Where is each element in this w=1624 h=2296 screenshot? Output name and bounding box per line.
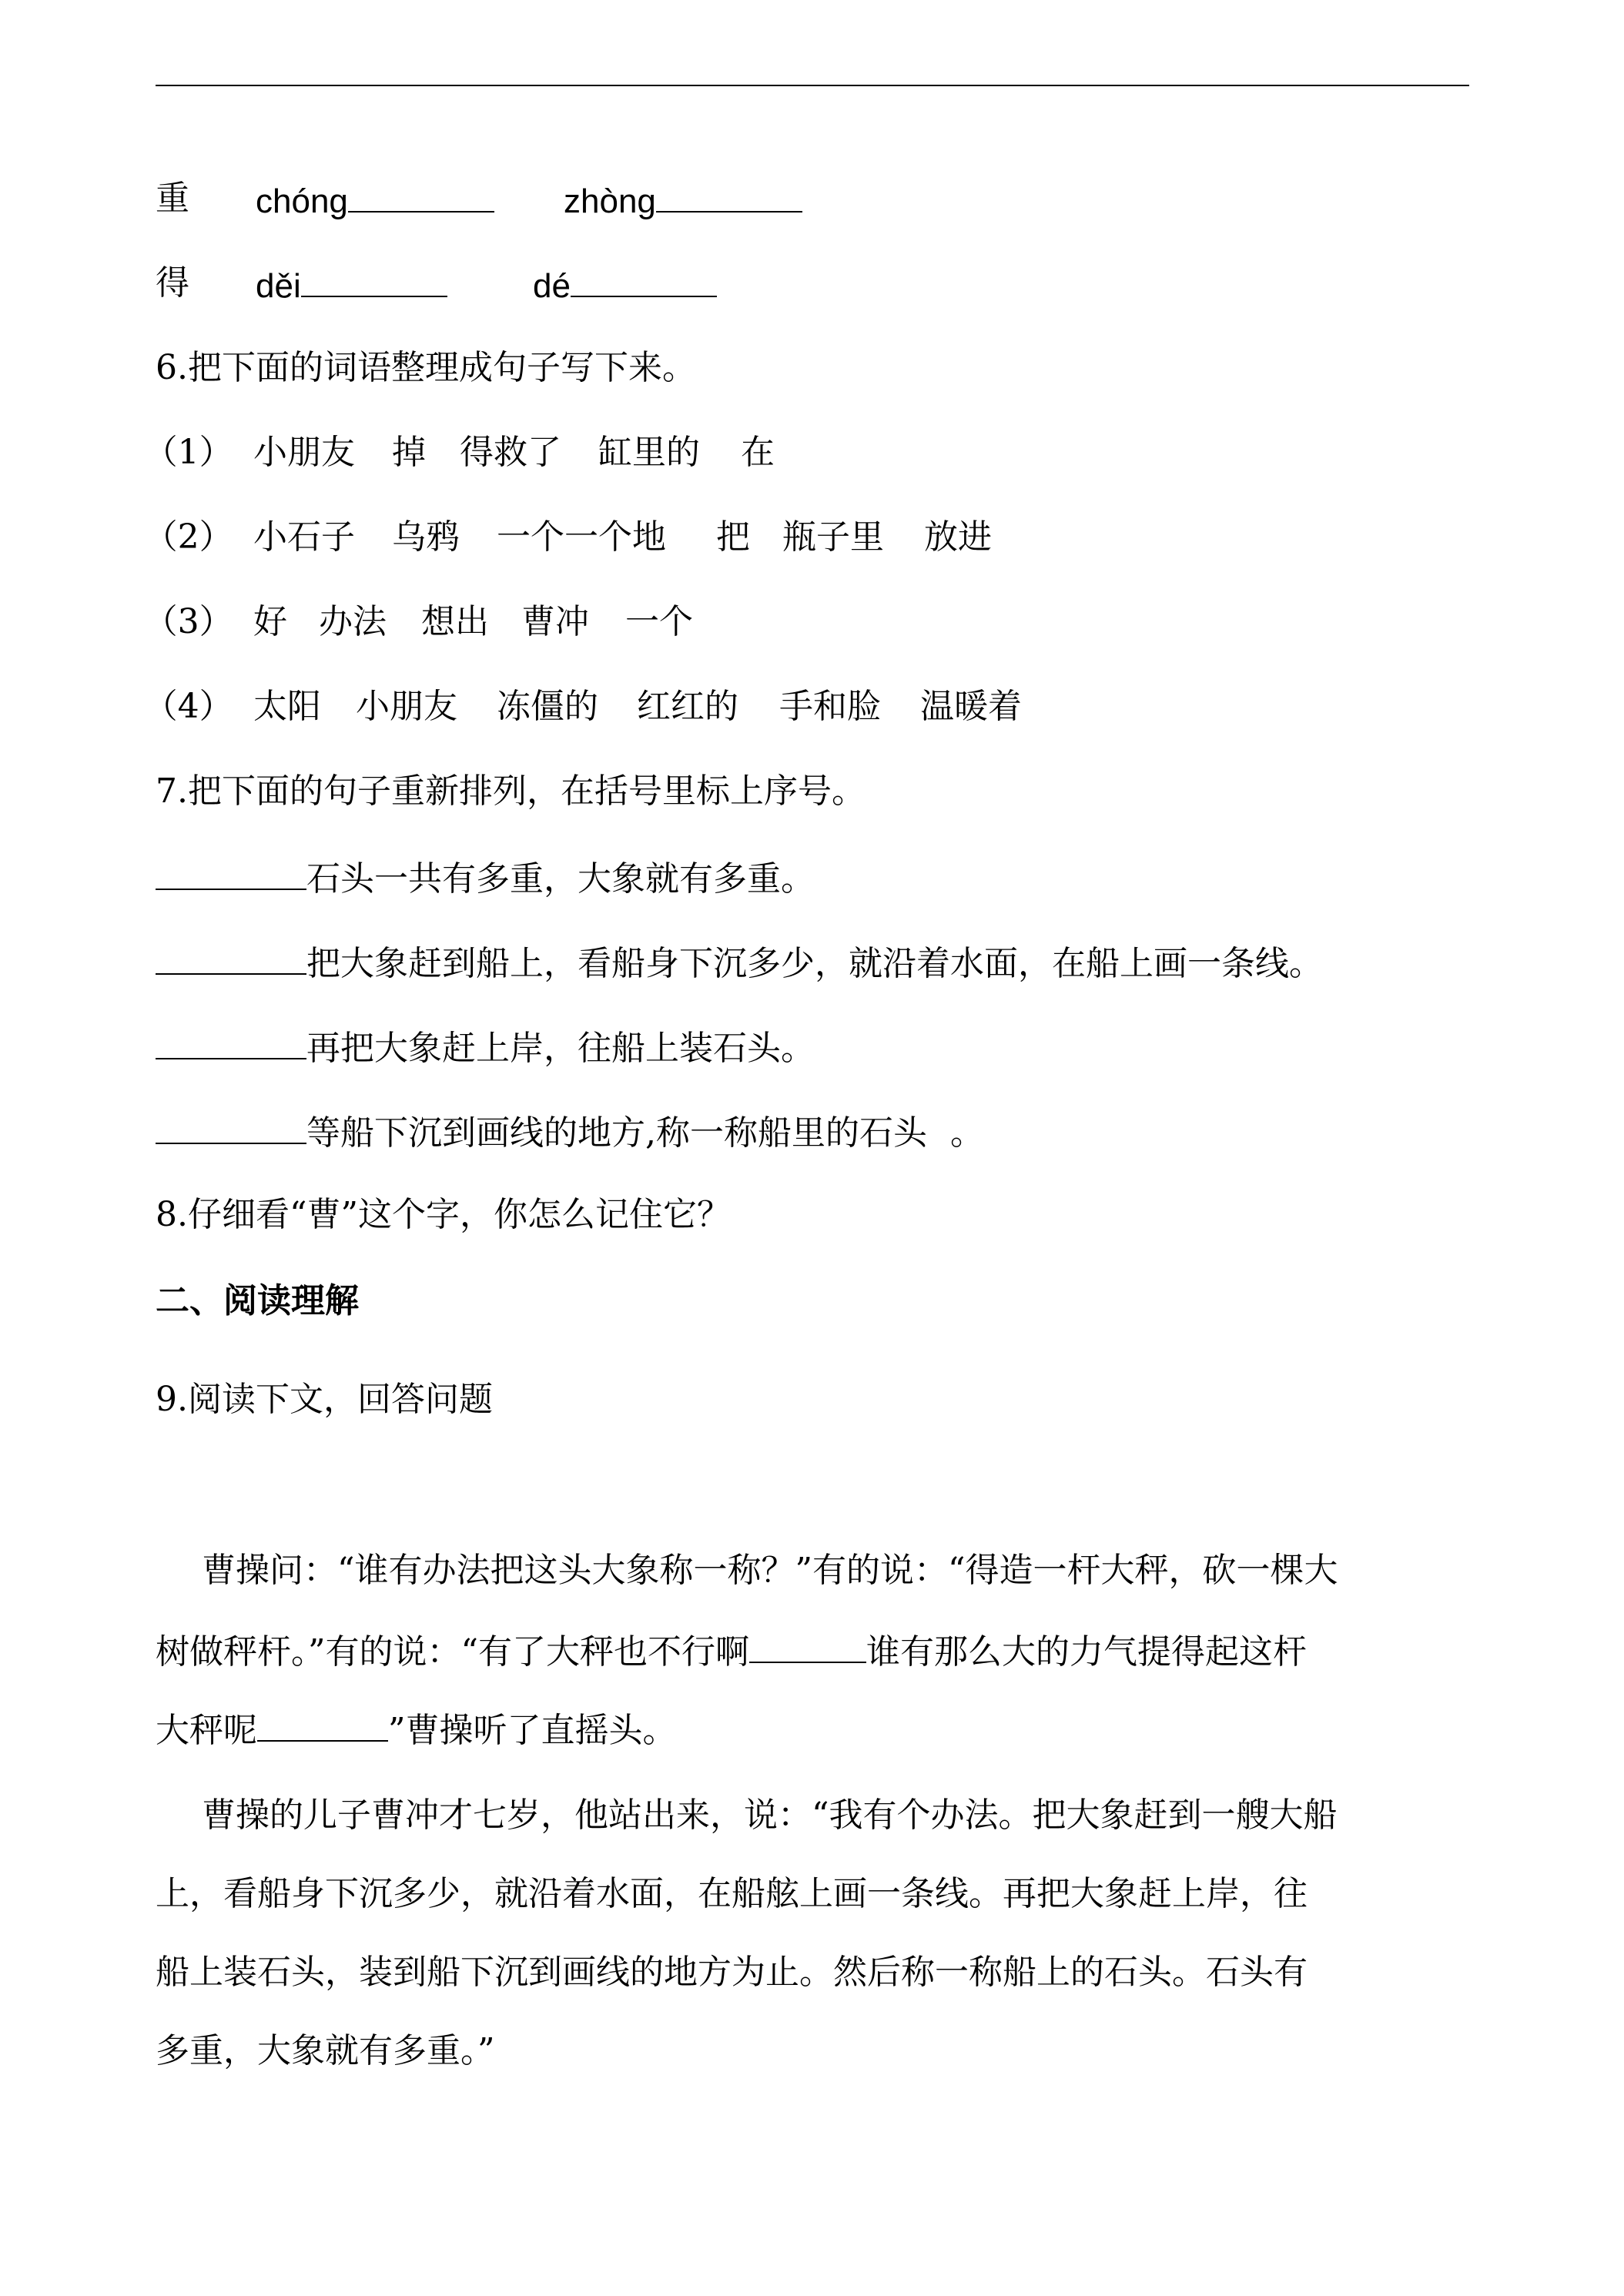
q7-sentence: [156, 939, 1323, 986]
sentence-text: 等船下沉到画线的地方,称一称船里的石头: [306, 1113, 927, 1153]
passage-line: 上，看船身下沉多少，就沿着水面，在船舷上画一条线。再把大象赶上岸，往: [156, 1874, 1308, 1913]
sentence-text: 再把大象赶上岸，往船上装石头。: [306, 1029, 815, 1068]
polyphone-char: 得: [156, 263, 189, 303]
word: 缸里的: [598, 433, 700, 472]
word: 小石子: [253, 517, 355, 557]
pinyin-reading: děi: [256, 262, 447, 308]
sentence-text: 把大象赶到船上，看船身下沉多少，就沿着水面，在船上画一条线。: [306, 944, 1323, 983]
question-8-title: 8.仔细看“曹”这个字，你怎么记住它？: [156, 1195, 731, 1234]
q7-sentence: [156, 855, 815, 901]
item-number: （1）: [143, 433, 233, 472]
passage-line: [156, 1628, 1307, 1674]
order-blank[interactable]: [156, 939, 306, 975]
order-blank[interactable]: [156, 855, 306, 890]
item-number: （2）: [143, 517, 233, 557]
passage-text: 曹操问：“谁有办法把这头大象称一称？”有的说：“得造一杆大秤，砍一棵大: [202, 1551, 1338, 1590]
word: 小朋友: [356, 687, 457, 726]
item-number: （3）: [143, 602, 233, 641]
passage-line: [156, 1706, 677, 1752]
passage-text: ”曹操听了直摇头。: [388, 1711, 677, 1750]
passage-line: 多重，大象就有多重。”: [156, 2031, 495, 2070]
passage-line: [156, 1794, 1338, 1837]
passage-line: 船上装石头，装到船下沉到画线的地方为止。然后称一称船上的石头。石头有: [156, 1953, 1308, 1992]
item-number: （4）: [143, 687, 233, 726]
word: 放进: [924, 517, 992, 557]
passage-line: [156, 1549, 1338, 1592]
punctuation-blank[interactable]: [257, 1706, 388, 1742]
passage-text: 树做秤杆。”有的说：“有了大秤也不行啊: [156, 1632, 749, 1672]
word: 把: [716, 517, 750, 557]
sentence-text: 石头一共有多重，大象就有多重。: [306, 859, 815, 899]
q7-sentence: [156, 1109, 984, 1155]
word: 一个一个地: [497, 517, 666, 557]
word: 想出: [421, 602, 489, 641]
order-blank[interactable]: [156, 1109, 306, 1144]
word: 好: [253, 602, 287, 641]
section-heading: 二、阅读理解: [156, 1281, 359, 1320]
pinyin-reading: chóng: [256, 177, 494, 223]
question-7-title: 7.把下面的句子重新排列，在括号里标上序号。: [156, 771, 866, 811]
word: 一个: [625, 602, 693, 641]
word: 掉: [392, 433, 426, 472]
order-blank[interactable]: [156, 1024, 306, 1059]
word: 得救了: [460, 433, 561, 472]
answer-blank[interactable]: [348, 177, 494, 213]
pinyin-reading: zhòng: [564, 177, 802, 223]
word: 乌鸦: [392, 517, 460, 557]
word: 曹冲: [521, 602, 589, 641]
passage-text: 谁有那么大的力气提得起这杆: [866, 1632, 1307, 1672]
word: 温暖着: [920, 687, 1022, 726]
word: 太阳: [253, 687, 321, 726]
word: 手和脸: [779, 687, 881, 726]
passage-text: 大秤呢: [156, 1711, 257, 1750]
polyphone-char: 重: [156, 179, 189, 218]
question-9-title: 9.阅读下文，回答问题: [156, 1380, 493, 1419]
answer-blank[interactable]: [571, 262, 717, 297]
passage-text: 曹操的儿子曹冲才七岁，他站出来，说：“我有个办法。把大象赶到一艘大船: [202, 1796, 1338, 1835]
pinyin-reading: dé: [533, 262, 717, 308]
word: 冻僵的: [497, 687, 598, 726]
word: 在: [741, 433, 775, 472]
header-rule: [156, 85, 1469, 86]
sentence-end: 。: [950, 1113, 984, 1153]
word: 瓶子里: [782, 517, 884, 557]
question-6-title: 6.把下面的词语整理成句子写下来。: [156, 348, 696, 387]
answer-blank[interactable]: [301, 262, 447, 297]
answer-blank[interactable]: [656, 177, 802, 213]
q7-sentence: [156, 1024, 815, 1070]
word: 红红的: [637, 687, 738, 726]
word: 小朋友: [253, 433, 355, 472]
punctuation-blank[interactable]: [749, 1628, 866, 1663]
word: 办法: [319, 602, 387, 641]
